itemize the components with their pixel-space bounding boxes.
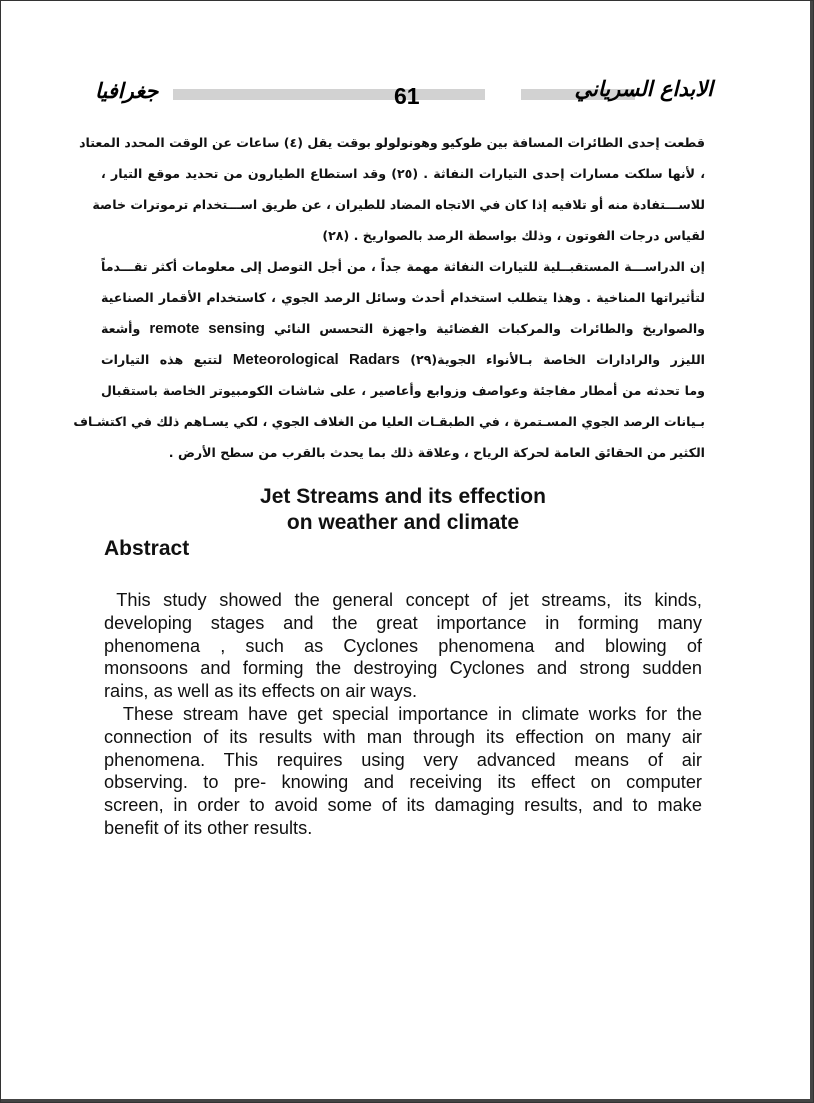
abstract-paragraph-1 (104, 589, 702, 703)
text-line: لقياس درجات الفوتون ، وذلك بواسطة الرصد بالصواريخ . (٢٨) (322, 228, 705, 243)
text-line: observing. to pre- knowing and receiving its effect on computer (104, 772, 702, 793)
text-fragment: والصواريخ والطائرات والمركبات الفضائية واجهزة التحسس النائي (273, 321, 706, 336)
header-rule-left (173, 89, 485, 100)
english-term-remote-sensing: remote sensing (149, 320, 265, 337)
english-title (101, 484, 705, 536)
text-line: ، لأنها سلكت مسارات إحدى التيارات النفاثة . (٢٥) وقد استطاع الطيارون من تحديد موقع التيار ، (101, 166, 705, 181)
text-line: الكثير من الحقائق العامة لحركة الرياح ، وعلاقة ذلك بما يحدث بالقرب من سطح الأرض . (168, 445, 705, 460)
text-line (101, 313, 705, 344)
text-line: benefit of its other results. (104, 817, 313, 838)
abstract-body (104, 589, 702, 840)
title-line-2: on weather and climate (286, 511, 520, 534)
text-fragment: الليزر والرادارات الخاصة بـالأنواء الجوية(٢٩) (410, 352, 705, 367)
text-fragment: لتتبع هذه التيارات (101, 352, 223, 367)
header-section-title: جغرافيا (95, 79, 159, 103)
text-line: بـيانات الرصد الجوي المسـتمرة ، في الطبقـات العليا من الغلاف الجوي ، لكي يسـاهم ذلك في اكتشـاف (73, 414, 705, 429)
header-journal-title: الابداع السرياني (574, 77, 713, 101)
text-line: إن الدراســـة المستقبــلية للتيارات النفاثة مهمة جداً ، من أجل التوصل إلى معلومات أكثر تقـــدماً (101, 259, 705, 274)
text-line: للاســـتفادة منه أو تلافيه إذا كان في الاتجاه المضاد للطيران ، عن طريق اســـتخدام ترموترات خاصة (92, 197, 705, 212)
title-line-1: Jet Streams and its effection (260, 485, 546, 508)
page-number: 61 (394, 83, 420, 109)
text-line: developing stages and the great importance in forming many (104, 612, 702, 633)
arabic-paragraph-1 (79, 127, 705, 251)
text-line: قطعت إحدى الطائرات المسافة بين طوكيو وهونولولو بوقت يقل (٤) ساعات عن الوقت المحدد المعتاد (79, 135, 705, 150)
text-line: This study showed the general concept of jet streams, its kinds, (104, 590, 702, 610)
arabic-paragraph-2 (73, 251, 706, 468)
english-term-meteorological-radars: Meteorological Radars (232, 351, 400, 368)
text-fragment: وأشعة (101, 321, 141, 336)
text-line: phenomena. This requires using very advanced means of air (104, 749, 702, 770)
abstract-paragraph-2 (104, 703, 702, 840)
page-header (95, 77, 713, 115)
text-line: rains, as well as its effects on air ways. (104, 681, 418, 702)
text-line: لتأثيراتها المناخية . وهذا يتطلب استخدام أحدث وسائل الرصد الجوي ، كاستخدام الأقمار الصناعية (101, 290, 705, 305)
text-line: screen, in order to avoid some of its damaging results, and to make (104, 795, 702, 816)
text-line: وما تحدثه من أمطار مفاجئة وعواصف وزوابع وأعاصير ، على شاشات الكومبيوتر الخاصة باستقبال (101, 383, 705, 398)
abstract-heading: Abstract (104, 537, 190, 560)
text-line: These stream have get special importance in climate works for the (104, 703, 702, 724)
text-line (101, 344, 705, 375)
text-line: connection of its results with man through its effection on many air (104, 726, 702, 747)
arabic-text-body (73, 127, 706, 468)
text-line: phenomena , such as Cyclones phenomena and blowing of (104, 635, 702, 656)
text-line: monsoons and forming the destroying Cyclones and strong sudden (104, 658, 702, 679)
